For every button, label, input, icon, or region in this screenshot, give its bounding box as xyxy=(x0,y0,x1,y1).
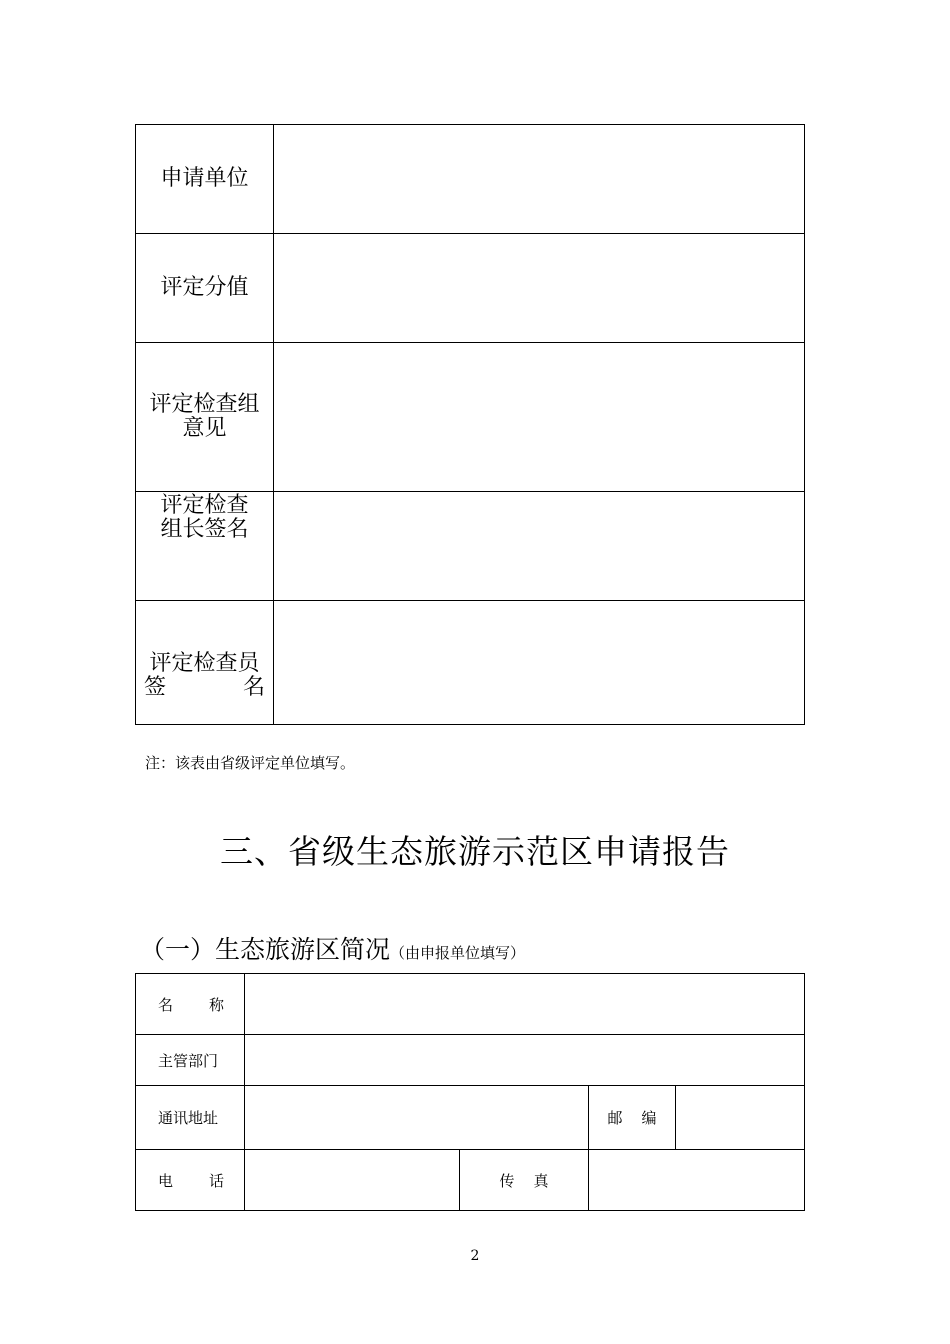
eval-label-applicant: 申请单位 xyxy=(136,125,274,234)
info-label-address: 通讯地址 xyxy=(136,1086,245,1150)
info-label-name: 名 称 xyxy=(136,974,245,1035)
info-label-fax: 传 真 xyxy=(460,1150,589,1211)
eval-label-leader-signature: 评定检查 组长签名 xyxy=(136,492,274,601)
eval-label-score: 评定分值 xyxy=(136,234,274,343)
info-row-phone xyxy=(136,1150,805,1211)
eval-value-opinion[interactable] xyxy=(274,343,805,492)
info-value-address[interactable] xyxy=(245,1086,589,1150)
eval-label-opinion: 评定检查组 意见 xyxy=(136,343,274,492)
info-row-address xyxy=(136,1086,805,1150)
eval-row-leader-signature xyxy=(136,492,805,601)
info-value-name[interactable] xyxy=(245,974,805,1035)
info-label-phone: 电 话 xyxy=(136,1150,245,1211)
info-value-dept[interactable] xyxy=(245,1035,805,1086)
eval-row-applicant xyxy=(136,125,805,234)
eval-row-inspector-signature xyxy=(136,601,805,725)
eval-value-leader-signature[interactable] xyxy=(274,492,805,601)
info-row-name xyxy=(136,974,805,1035)
info-label-postcode: 邮 编 xyxy=(589,1086,676,1150)
evaluation-table xyxy=(135,124,805,725)
table-note: 注：该表由省级评定单位填写。 xyxy=(145,754,356,772)
page-number: 2 xyxy=(470,1248,480,1264)
info-label-dept: 主管部门 xyxy=(136,1035,245,1086)
info-value-phone[interactable] xyxy=(245,1150,460,1211)
eval-value-inspector-signature[interactable] xyxy=(274,601,805,725)
section-title: 三、省级生态旅游示范区申请报告 xyxy=(220,832,730,871)
subsection-note: （由申报单位填写） xyxy=(390,944,526,962)
eval-value-applicant[interactable] xyxy=(274,125,805,234)
subsection-title: （一）生态旅游区简况（由申报单位填写） xyxy=(140,935,526,964)
info-row-dept xyxy=(136,1035,805,1086)
overview-table xyxy=(135,973,805,1211)
eval-row-score xyxy=(136,234,805,343)
eval-label-inspector-signature: 评定检查员 签 名 xyxy=(136,601,274,725)
info-value-fax[interactable] xyxy=(589,1150,805,1211)
info-value-postcode[interactable] xyxy=(676,1086,805,1150)
eval-value-score[interactable] xyxy=(274,234,805,343)
eval-row-opinion xyxy=(136,343,805,492)
